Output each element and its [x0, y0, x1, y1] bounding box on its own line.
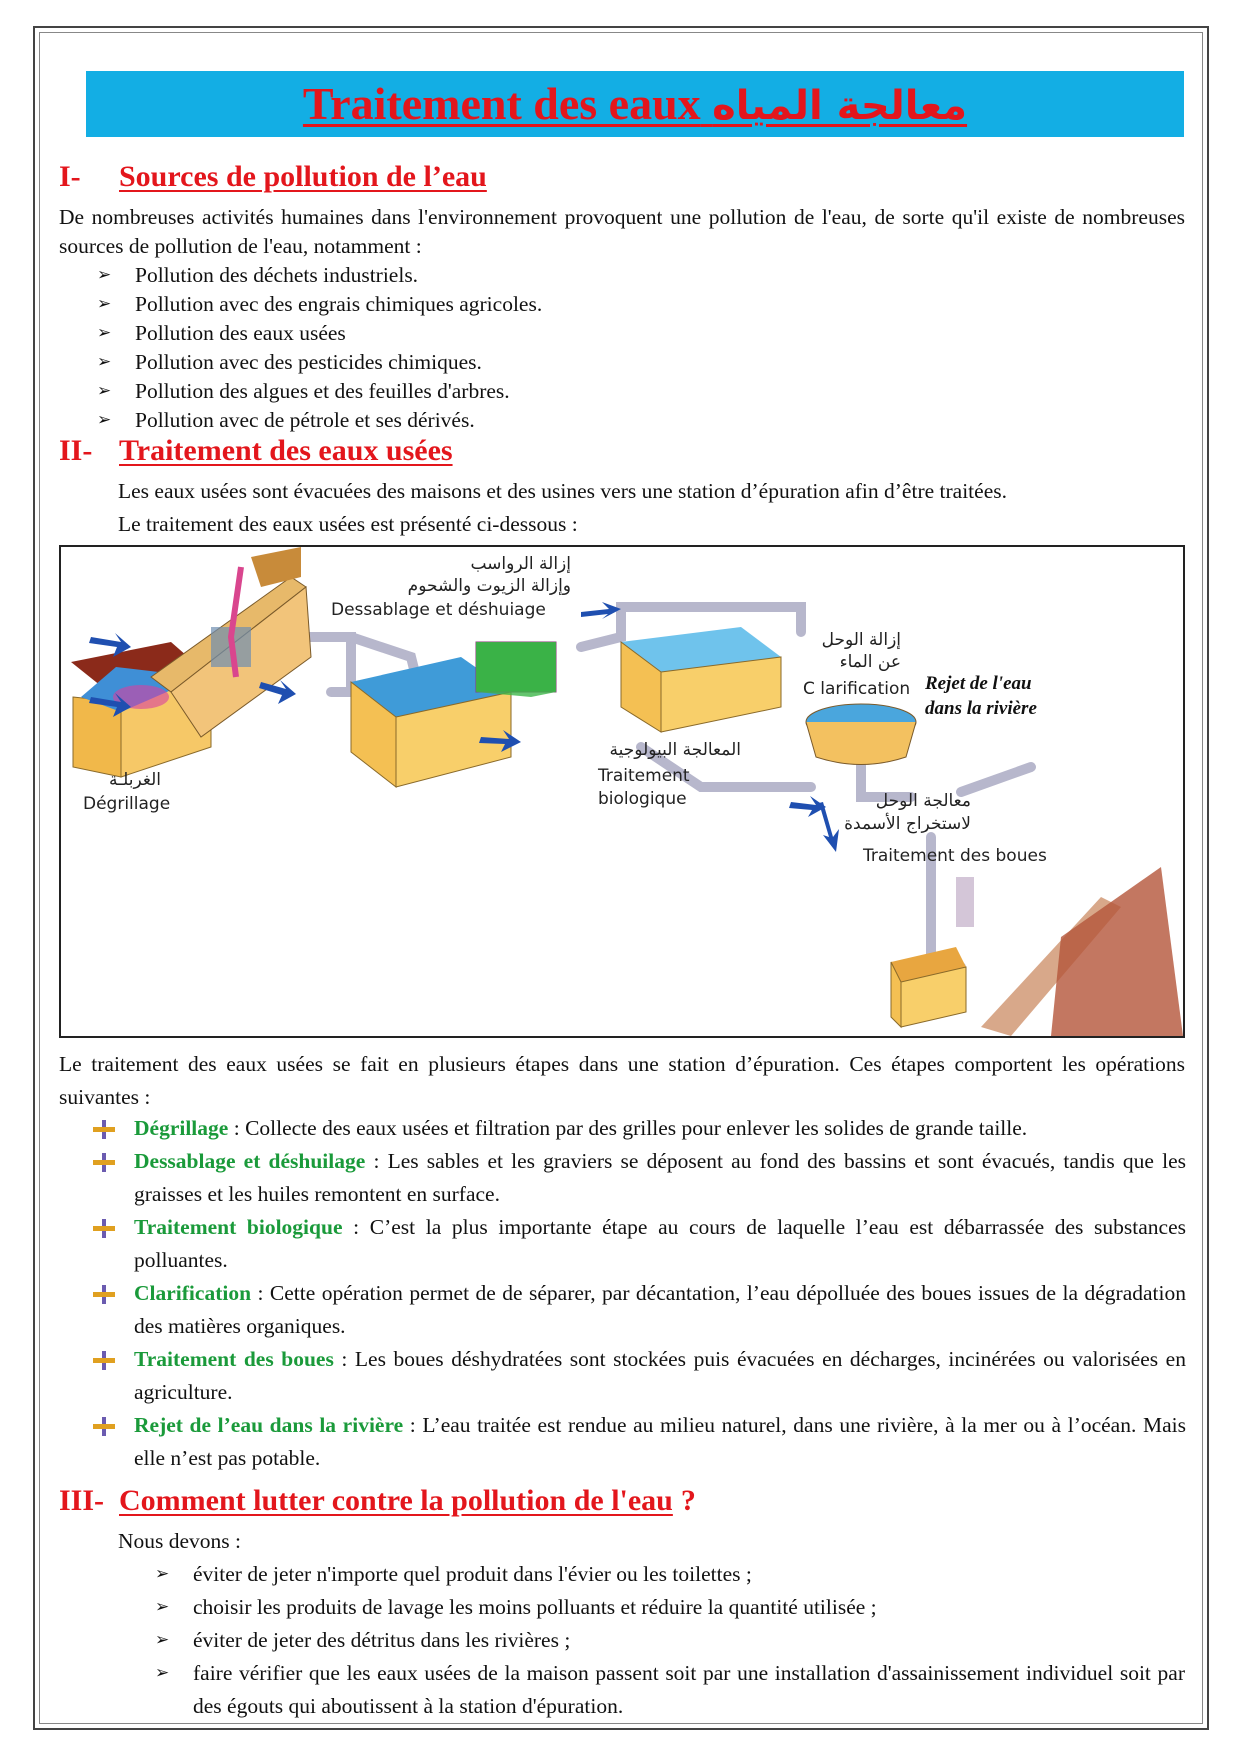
section-3-number: III- [59, 1484, 105, 1517]
arrow-bullet-icon: ➢ [97, 381, 112, 401]
section-3-intro: Nous devons : [118, 1529, 242, 1553]
dessablage-basin [351, 642, 556, 787]
list-item: ➢ Pollution des algues et des feuilles d'arbres. [97, 377, 1177, 406]
list-item: Dessablage et déshuilage : Les sables et les graviers se déposent au fond des bassins et sont évacués, tandis que les graisses et les huiles remontent en surface. [93, 1145, 1186, 1211]
clarification-label-ar-1: إزالة الوحل [821, 630, 901, 650]
title-fr: Traitement des eaux [302, 78, 701, 129]
dessablage-label: Dessablage et déshuiage [331, 600, 546, 620]
plus-bullet-icon [93, 1219, 115, 1238]
list-item: ➢ Pollution avec des engrais chimiques agricoles. [97, 290, 1177, 319]
list-item: Traitement biologique : C’est la plus importante étape au cours de laquelle l’eau est débarrassée des substances polluantes. [93, 1211, 1186, 1277]
biologique-label-2: biologique [598, 789, 687, 809]
list-item: ➢ éviter de jeter n'importe quel produit dans l'évier ou les toilettes ; [155, 1558, 1185, 1591]
title-ar: معالجة المياه [712, 83, 968, 129]
section-1-title: Sources de pollution de l’eau [119, 160, 487, 193]
section-3-question-mark: ? [680, 1484, 696, 1517]
arrow-bullet-icon: ➢ [97, 265, 112, 285]
plus-bullet-icon [93, 1417, 115, 1436]
plus-bullet-icon [93, 1120, 115, 1139]
section-2-title: Traitement des eaux usées [119, 434, 453, 467]
plus-bullet-icon [93, 1285, 115, 1304]
rejet-label-1: Rejet de l'eau [925, 673, 1032, 694]
section-3-heading [59, 1484, 696, 1518]
list-item: ➢ éviter de jeter des détritus dans les rivières ; [155, 1624, 1185, 1657]
section-2-number: II- [59, 434, 93, 467]
dessablage-label-ar-2: وإزالة الزيوت والشحوم [407, 576, 571, 596]
plus-bullet-icon [93, 1153, 115, 1172]
clarifier [806, 704, 916, 765]
arrow-bullet-icon: ➢ [97, 294, 112, 314]
prevention-list [155, 1558, 1185, 1723]
dessablage-label-ar-1: إزالة الرواسب [470, 554, 571, 574]
section-2-p1: Les eaux usées sont évacuées des maisons et des usines vers une station d’épuration afin d’être traitées. [118, 479, 1007, 503]
degrillage-label-ar: الغربلـة [109, 770, 161, 790]
list-item: Traitement des boues : Les boues déshydratées sont stockées puis évacuées en décharges, incinérées ou valorisées en agriculture. [93, 1343, 1186, 1409]
list-item: ➢ Pollution avec des pesticides chimiques. [97, 348, 1177, 377]
section-3-title: Comment lutter contre la pollution de l'eau [119, 1484, 673, 1517]
biologique-basin [621, 627, 781, 732]
plus-bullet-icon [93, 1351, 115, 1370]
clarification-label: C larification [803, 679, 911, 699]
rejet-label-2: dans la rivière [925, 698, 1037, 719]
pollution-sources-list [97, 261, 1177, 435]
biologique-label-1: Traitement [598, 766, 690, 786]
boues-label: Traitement des boues [863, 846, 1047, 866]
clarification-label-ar-2: عن الماء [839, 652, 901, 672]
list-item: ➢ Pollution des déchets industriels. [97, 261, 1177, 290]
section-1-number: I- [59, 160, 81, 193]
arrow-bullet-icon: ➢ [155, 1564, 170, 1584]
arrow-bullet-icon: ➢ [97, 323, 112, 343]
section-2-p3: Le traitement des eaux usées se fait en plusieurs étapes dans une station d’épuration. Ces étapes comportent les opérations suivantes : [59, 1052, 1185, 1109]
arrow-bullet-icon: ➢ [155, 1597, 170, 1617]
page-title [302, 78, 968, 129]
list-item: Dégrillage : Collecte des eaux usées et filtration par des grilles pour enlever les solides de grande taille. [93, 1112, 1186, 1145]
treatment-steps-list [93, 1112, 1186, 1475]
section-2-heading [59, 434, 453, 468]
section-2-p2: Le traitement des eaux usées est présenté ci-dessous : [118, 512, 578, 536]
boues-label-ar-2: لاستخراج الأسمدة [844, 814, 971, 834]
list-item: ➢ Pollution avec de pétrole et ses dérivés. [97, 406, 1177, 435]
treatment-diagram [59, 545, 1185, 1038]
title-banner [86, 71, 1184, 137]
arrow-bullet-icon: ➢ [97, 352, 112, 372]
list-item: Clarification : Cette opération permet de de séparer, par décantation, l’eau dépolluée des boues issues de la dégradation des matières organiques. [93, 1277, 1186, 1343]
arrow-bullet-icon: ➢ [155, 1630, 170, 1650]
biologique-label-ar: المعالجة البيولوجية [609, 740, 741, 760]
list-item: ➢ faire vérifier que les eaux usées de la maison passent soit par une installation d'assainissement individuel soit par des égouts qui aboutissent à la station d'épuration. [155, 1657, 1185, 1723]
arrow-bullet-icon: ➢ [97, 410, 112, 430]
list-item: ➢ choisir les produits de lavage les moins polluants et réduire la quantité utilisée ; [155, 1591, 1185, 1624]
list-item: ➢ Pollution des eaux usées [97, 319, 1177, 348]
section-1-heading [59, 160, 487, 194]
arrow-bullet-icon: ➢ [155, 1663, 170, 1683]
section-1-intro: De nombreuses activités humaines dans l'environnement provoquent une pollution de l'eau, de sorte qu'il existe de nombreuses sources de pollution de l'eau, notamment : [59, 205, 1185, 258]
degrillage-label: Dégrillage [83, 794, 171, 814]
boues-label-ar-1: معالجة الوحل [875, 791, 971, 811]
list-item: Rejet de l’eau dans la rivière : L’eau traitée est rendue au milieu naturel, dans une rivière, à la mer ou à l’océan. Mais elle n’est pas potable. [93, 1409, 1186, 1475]
